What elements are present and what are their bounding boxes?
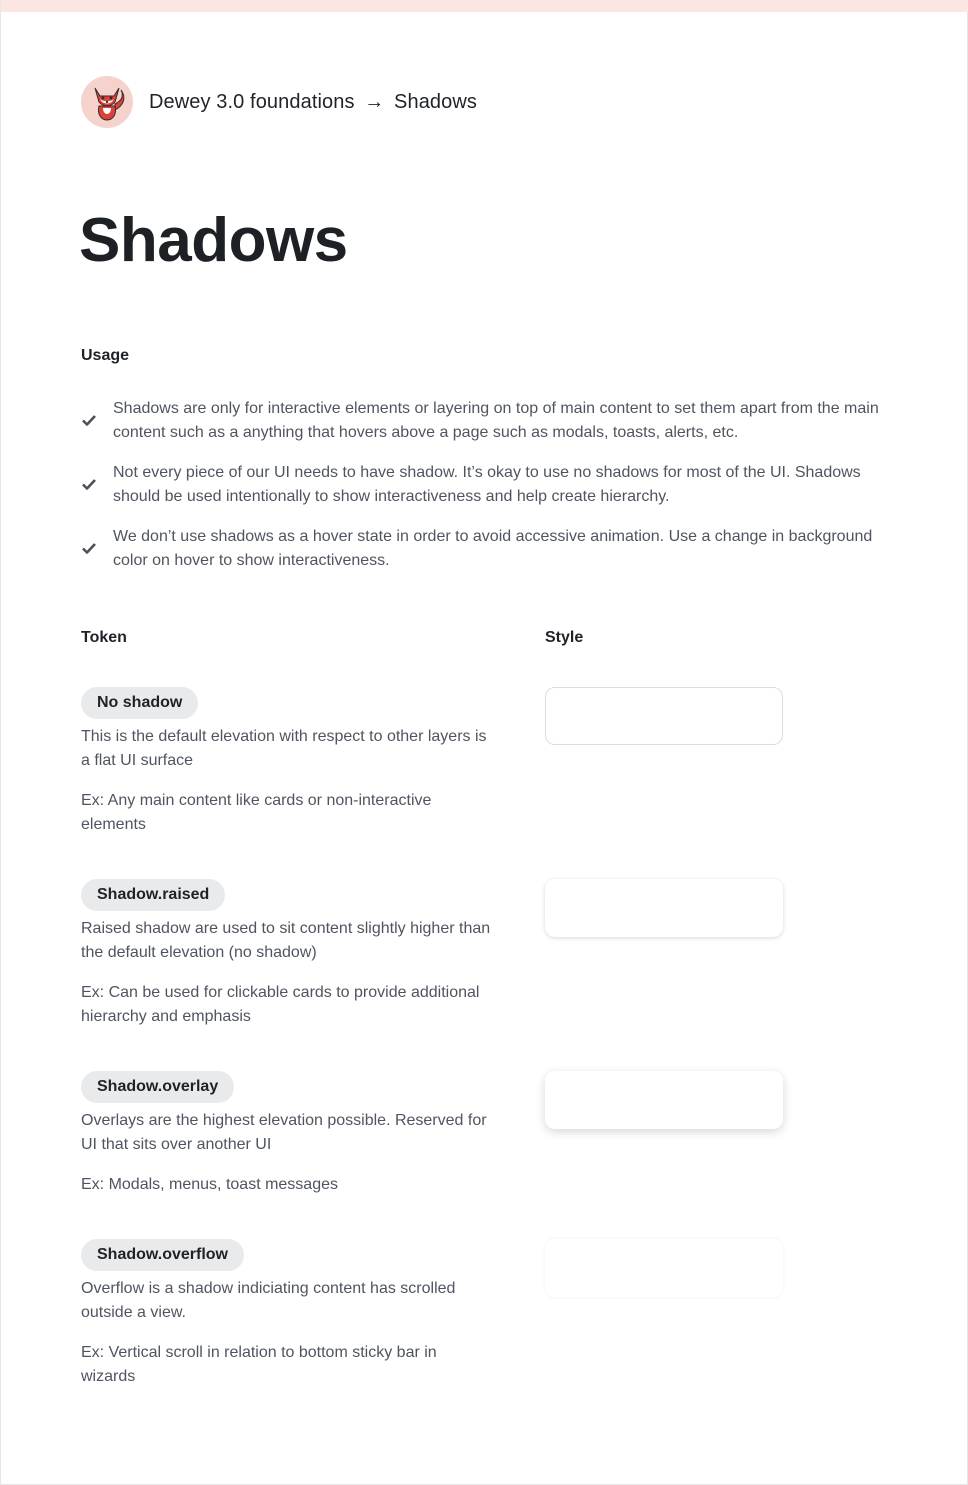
token-row-overflow — [81, 1239, 491, 1389]
breadcrumb-section[interactable]: Dewey 3.0 foundations — [149, 90, 355, 113]
fox-mascot-icon — [85, 80, 129, 124]
token-row-no-shadow — [81, 687, 491, 837]
token-pill: Shadow.overlay — [81, 1071, 234, 1103]
page-title: Shadows — [79, 206, 348, 275]
token-row-overlay — [81, 1071, 491, 1197]
style-column-header: Style — [545, 629, 584, 646]
arrow-right-icon: → — [364, 90, 385, 113]
breadcrumb — [81, 76, 477, 128]
token-example: Ex: Any main content like cards or non-interactive elements — [81, 792, 432, 833]
token-pill: No shadow — [81, 687, 198, 719]
usage-item — [81, 397, 911, 461]
usage-heading: Usage — [81, 347, 130, 364]
token-pill: Shadow.raised — [81, 879, 225, 911]
check-icon — [81, 412, 97, 428]
breadcrumb-current: Shadows — [394, 90, 478, 113]
shadow-swatch-overflow — [545, 1239, 783, 1297]
usage-text: Shadows are only for interactive elements or layering on top of main content to set them apart from the main content such as a anything that hovers above a page such as modals, toasts, alerts, etc. — [113, 400, 879, 441]
shadow-swatch-raised — [545, 879, 783, 937]
usage-item — [81, 461, 911, 525]
usage-text: We don’t use shadows as a hover state in order to avoid accessive animation. Use a change in background color on hover to show interactiveness. — [113, 528, 873, 569]
token-example: Ex: Vertical scroll in relation to bottom sticky bar in wizards — [81, 1344, 437, 1385]
shadow-swatch-none — [545, 687, 783, 745]
usage-text: Not every piece of our UI needs to have shadow. It’s okay to use no shadows for most of the UI. Shadows should be used intentionally to show interactiveness and help create hierarchy. — [113, 464, 861, 505]
check-icon — [81, 476, 97, 492]
token-example: Ex: Modals, menus, toast messages — [81, 1176, 338, 1193]
token-row-raised — [81, 879, 491, 1029]
token-pill: Shadow.overflow — [81, 1239, 244, 1271]
token-description: Raised shadow are used to sit content slightly higher than the default elevation (no shadow) — [81, 920, 491, 961]
token-description: Overlays are the highest elevation possible. Reserved for UI that sits over another UI — [81, 1112, 487, 1153]
token-example: Ex: Can be used for clickable cards to provide additional hierarchy and emphasis — [81, 984, 480, 1025]
avatar — [81, 76, 133, 128]
usage-list — [81, 397, 911, 589]
breadcrumb-text — [149, 91, 477, 114]
top-band — [1, 0, 968, 12]
token-description: This is the default elevation with respect to other layers is a flat UI surface — [81, 728, 487, 769]
shadow-swatch-overlay — [545, 1071, 783, 1129]
check-icon — [81, 540, 97, 556]
usage-item — [81, 525, 911, 589]
token-column-header: Token — [81, 629, 127, 646]
token-description: Overflow is a shadow indiciating content has scrolled outside a view. — [81, 1280, 456, 1321]
